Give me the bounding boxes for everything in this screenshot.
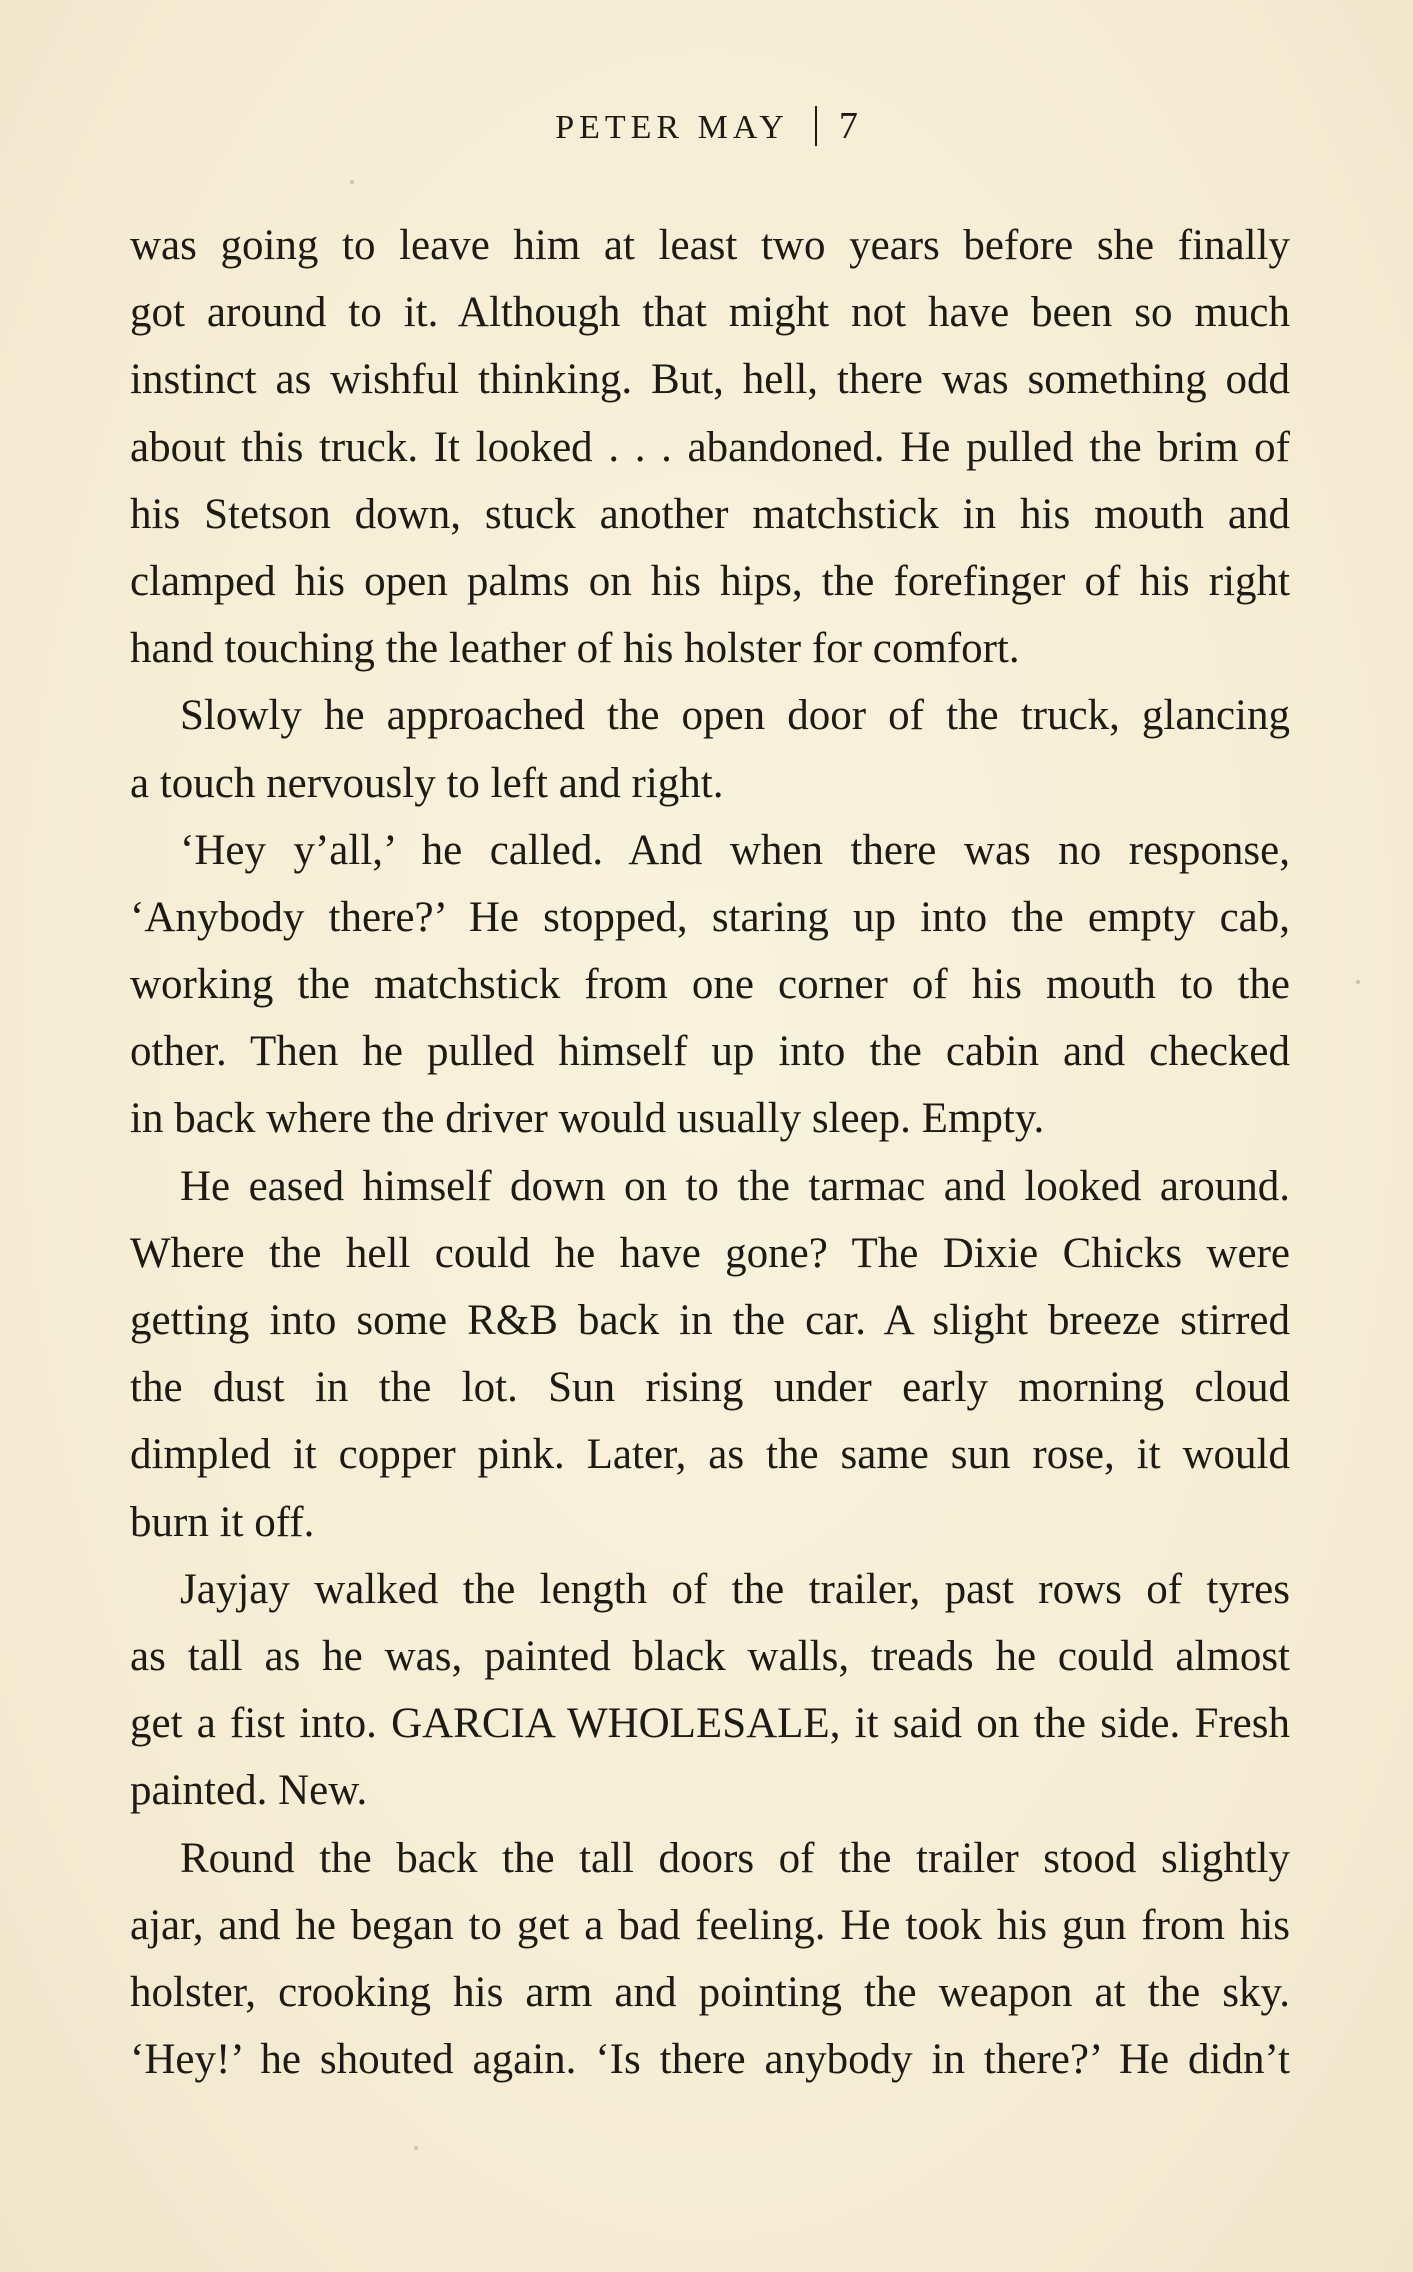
text-line: was going to leave him at least two years before she finally [130,222,1290,269]
paragraph [130,1153,1290,1556]
text-line: in back where the driver would usually sleep. Empty. [130,1095,1045,1143]
text-line: the dust in the lot. Sun rising under early morning cloud [130,1364,1290,1412]
paragraph [130,1556,1290,1825]
text-line: a touch nervously to left and right. [130,759,724,807]
text-line: his Stetson down, stuck another matchstick in his mouth and [130,490,1290,538]
text-line: Where the hell could he have gone? The Dixie Chicks were [130,1229,1290,1277]
paper-speck [350,180,354,184]
text-line: other. Then he pulled himself up into the cabin and checked [130,1028,1290,1076]
text-line: He eased himself down on to the tarmac and looked around. [180,1162,1290,1210]
text-line: working the matchstick from one corner of his mouth to the [130,961,1290,1009]
text-line: burn it off. [130,1498,315,1546]
paper-speck [414,2146,418,2150]
text-line: holster, crooking his arm and pointing the weapon at the sky. [130,1968,1290,2016]
text-line: instinct as wishful thinking. But, hell, there was something odd [130,356,1290,404]
text-line: as tall as he was, painted black walls, treads he could almost [130,1632,1290,1680]
paragraph [130,682,1290,816]
text-line: Round the back the tall doors of the trailer stood slightly [180,1834,1290,1882]
text-line: ajar, and he began to get a bad feeling. He took his gun from his [130,1901,1290,1949]
text-line: ‘Anybody there?’ He stopped, staring up into the empty cab, [130,893,1290,941]
page-number: 7 [838,105,858,147]
text-line: dimpled it copper pink. Later, as the same sun rose, it would [130,1431,1290,1479]
paper-speck [1356,980,1360,984]
text-line: got around to it. Although that might not have been so much [130,289,1290,337]
paragraph [130,1825,1290,2094]
text-line: Jayjay walked the length of the trailer, past rows of tyres [180,1565,1290,1613]
text-line: ‘Hey!’ he shouted again. ‘Is there anybody in there?’ He didn’t [130,2036,1290,2084]
running-head [0,104,1413,148]
paragraph [130,212,1290,682]
text-line: painted. New. [130,1767,368,1815]
text-line: clamped his open palms on his hips, the forefinger of his right [130,557,1290,605]
text-line: Slowly he approached the open door of the truck, glancing [180,692,1290,740]
text-line: getting into some R&B back in the car. A slight breeze stirred [130,1297,1290,1344]
running-head-author: PETER MAY [555,109,789,146]
running-head-separator [815,106,817,146]
text-line: about this truck. It looked . . . abandoned. He pulled the brim of [130,423,1290,471]
text-line: ‘Hey y’all,’ he called. And when there was no response, [180,826,1290,874]
text-line: hand touching the leather of his holster for comfort. [130,625,1020,673]
body-text [130,212,1290,2093]
paragraph [130,817,1290,1153]
text-line: get a fist into. GARCIA WHOLESALE, it said on the side. Fresh [130,1700,1290,1748]
